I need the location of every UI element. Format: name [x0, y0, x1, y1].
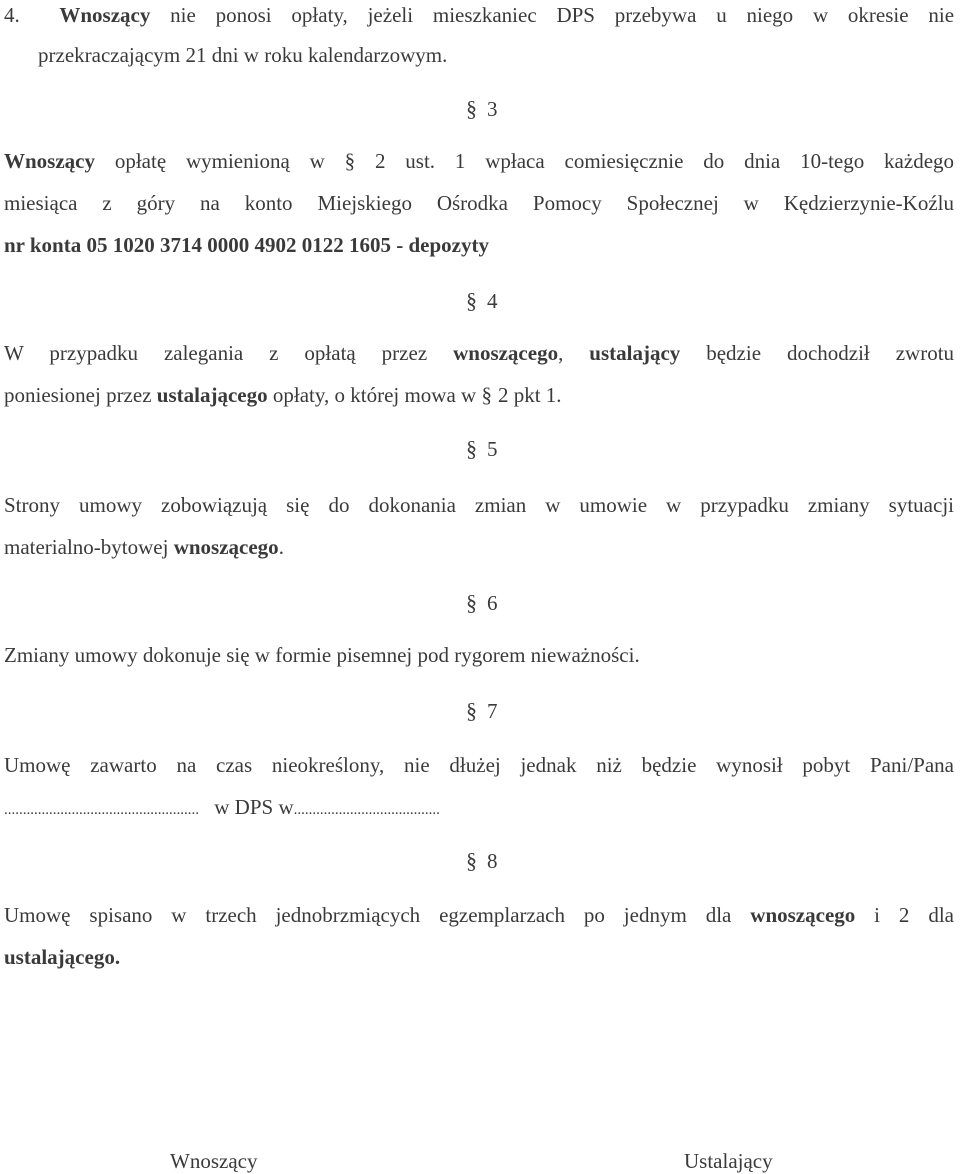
party-name: Wnoszący	[4, 149, 95, 173]
par8-line-1	[4, 902, 954, 928]
section-sign-icon: §	[481, 383, 492, 407]
par6-text: Zmiany umowy dokonuje się w formie pisemnej pod rygorem nieważności.	[4, 643, 640, 667]
item-4-text: nie ponosi opłaty, jeżeli mieszkaniec DPS przebywa u niego w okresie nie	[150, 3, 955, 27]
party-name: ustalającego	[156, 383, 268, 407]
par3-text: opłatę wymienioną w	[95, 149, 325, 173]
section-sign-icon: §	[466, 698, 477, 723]
par4-line-1	[4, 340, 954, 366]
par7-line-2	[4, 794, 954, 823]
section-number: 7	[487, 699, 498, 723]
section-sign-icon: §	[344, 149, 356, 173]
par4-text: będzie dochodził zwrotu	[680, 341, 955, 365]
party-name: ustalający	[589, 341, 681, 365]
section-4-heading	[466, 288, 498, 314]
section-8-heading	[466, 848, 498, 874]
signature-ustalajacy: Ustalający	[684, 1149, 773, 1173]
par7-text: Umowę zawarto na czas nieokreślony, nie dłużej jednak niż będzie wynosił pobyt Pani/Pana	[4, 753, 954, 777]
par3-line-1	[4, 148, 954, 174]
par3-ref: 2 ust. 1 wpłaca comiesięcznie do dnia 10-tego każdego	[374, 149, 955, 173]
par3-line-2	[4, 190, 954, 216]
par4-text: poniesionej przez	[4, 383, 157, 407]
par3-text: miesiąca z góry na konto Miejskiego Ośrodka Pomocy Społecznej w Kędzierzynie-Koźlu	[4, 191, 954, 215]
section-number: 6	[487, 591, 498, 615]
par5-line-2	[4, 534, 954, 560]
par8-text: Umowę spisano w trzech jednobrzmiących egzemplarzach po jednym dla	[4, 903, 751, 927]
signature-wnoszacy: Wnoszący	[170, 1149, 258, 1173]
item-number: 4.	[4, 3, 20, 27]
par4-text: W przypadku zalegania z opłatą przez	[4, 341, 454, 365]
par8-line-2	[4, 944, 954, 970]
section-6-heading	[466, 590, 498, 616]
item-4-line-2	[38, 42, 954, 68]
blank-dots: .......................................	[293, 802, 440, 818]
party-name: wnoszącego	[173, 535, 279, 559]
par5-text: materialno-bytowej	[4, 535, 174, 559]
section-sign-icon: §	[466, 590, 477, 615]
section-3-heading	[466, 96, 498, 122]
par4-ref: 2 pkt 1.	[497, 383, 562, 407]
par7-text: w DPS w	[214, 795, 294, 819]
par8-text: i 2 dla	[855, 903, 954, 927]
section-5-heading	[466, 436, 498, 462]
section-number: 8	[487, 849, 498, 873]
par5-line-1	[4, 492, 954, 518]
section-number: 5	[487, 437, 498, 461]
blank-dots: ....................................................	[4, 802, 199, 818]
section-number: 4	[487, 289, 498, 313]
par7-line-1	[4, 752, 954, 778]
par6-line-1	[4, 642, 954, 668]
section-sign-icon: §	[466, 848, 477, 873]
par5-text: Strony umowy zobowiązują się do dokonania zmian w umowie w przypadku zmiany sytuacji	[4, 493, 954, 517]
party-name: wnoszącego	[453, 341, 559, 365]
section-number: 3	[487, 97, 498, 121]
section-7-heading	[466, 698, 498, 724]
par4-text: ,	[558, 341, 590, 365]
par5-text: .	[278, 535, 284, 559]
par4-text: opłaty, o której mowa w	[267, 383, 477, 407]
party-name: Wnoszący	[59, 3, 151, 27]
party-name: ustalającego.	[4, 945, 121, 969]
item-4-line-1	[4, 2, 954, 28]
section-sign-icon: §	[466, 96, 477, 121]
par3-line-3	[4, 232, 954, 258]
party-name: wnoszącego	[750, 903, 856, 927]
par4-line-2	[4, 382, 954, 408]
section-sign-icon: §	[466, 436, 477, 461]
account-number: nr konta 05 1020 3714 0000 4902 0122 1605 - depozyty	[4, 233, 489, 257]
section-sign-icon: §	[466, 288, 477, 313]
item-4-text-cont: przekraczającym 21 dni w roku kalendarzowym.	[38, 43, 448, 67]
